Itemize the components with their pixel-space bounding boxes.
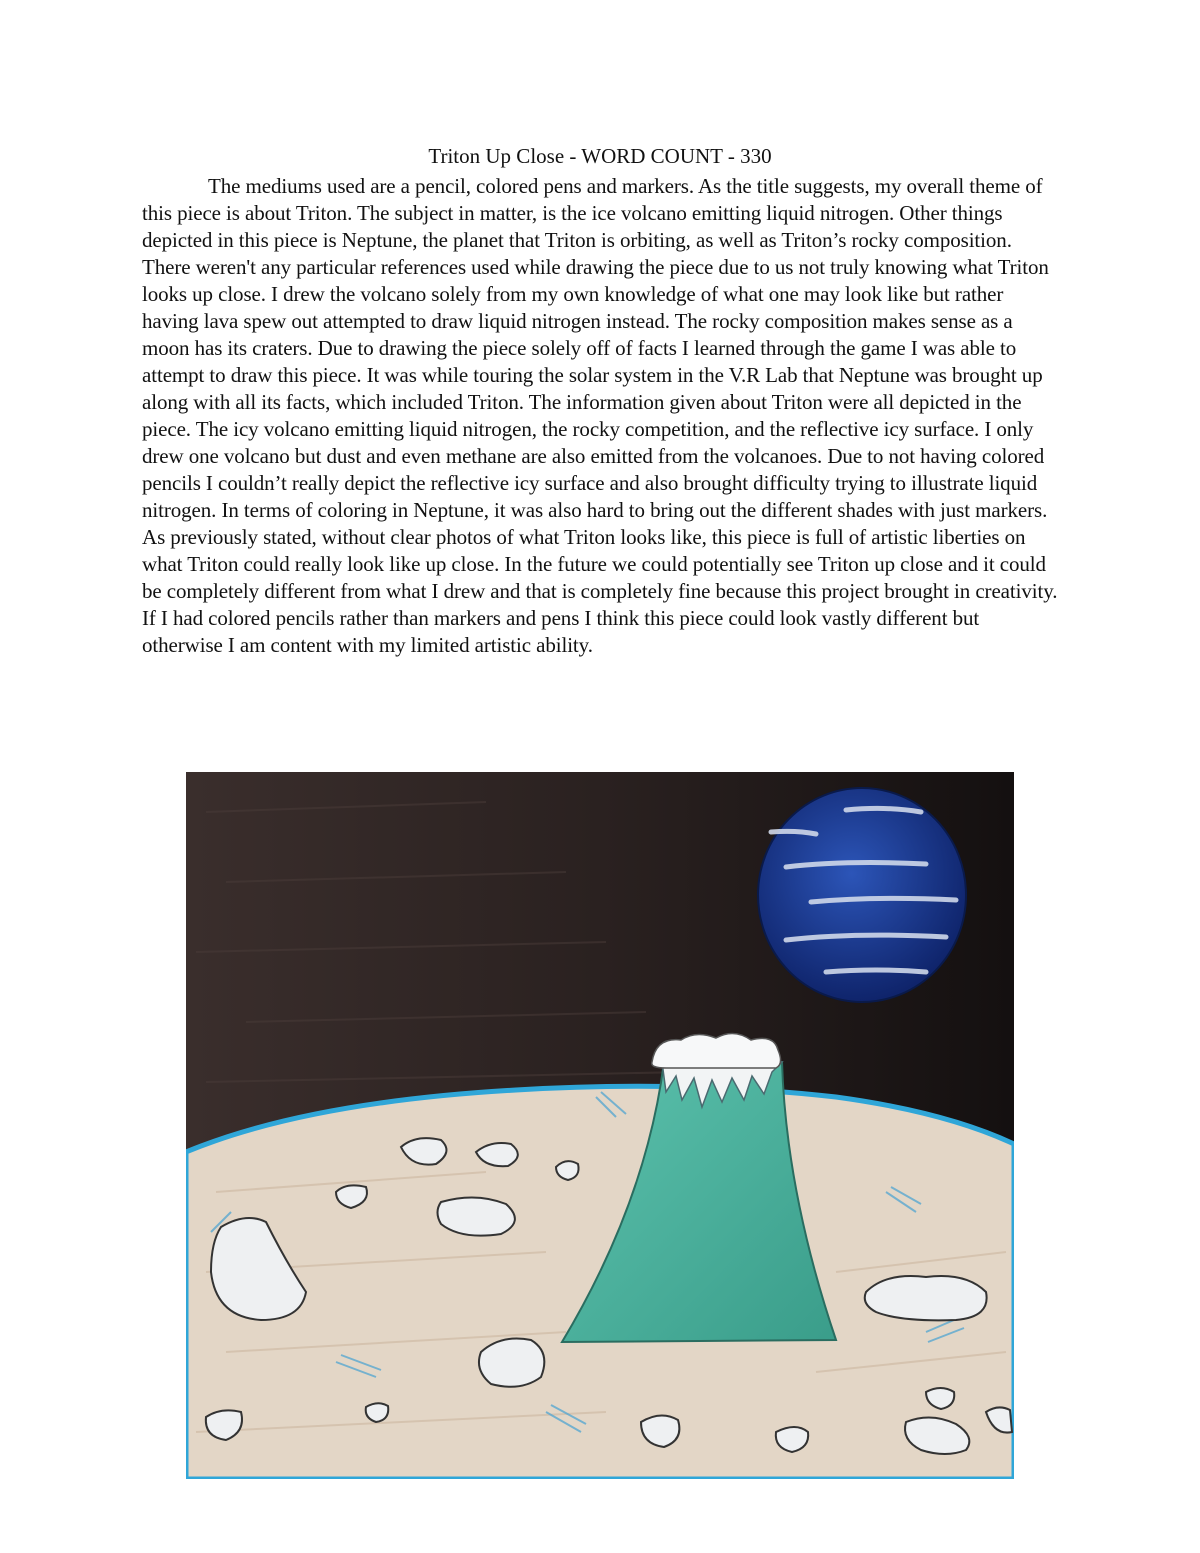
essay-body: The mediums used are a pencil, colored pens and markers. As the title suggests, my overall theme of this piece is about Triton. The subject in matter, is the ice volcano emitting liquid nitrogen. Other things depicted in this piece is Neptune, the planet that Triton is orbiting, as well as Triton’s rocky composition. There weren't any particular references used while drawing the piece due to us not truly knowing what Triton looks up close. I drew the volcano solely from my own knowledge of what one may look like but rather having lava spew out attempted to draw liquid nitrogen instead. The rocky composition makes sense as a moon has its craters. Due to drawing the piece solely off of facts I learned through the game I was able to attempt to draw this piece. It was while touring the solar system in the V.R Lab that Neptune was brought up along with all its facts, which included Triton. The information given about Triton were all depicted in the piece. The icy volcano emitting liquid nitrogen, the rocky competition, and the reflective icy surface. I only drew one volcano but dust and even methane are also emitted from the volcanoes. Due to not having colored pencils I couldn’t really depict the reflective icy surface and also brought difficulty trying to illustrate liquid nitrogen. In terms of coloring in Neptune, it was also hard to bring out the different shades with just markers. As previously stated, without clear photos of what Triton looks like, this piece is full of artistic liberties on what Triton could really look like up close. In the future we could potentially see Triton up close and it could be completely different from what I drew and that is completely fine because this project brought in creativity. If I had colored pencils rather than markers and pens I think this piece could look vastly different but otherwise I am content with my limited artistic ability. bbox=[142, 174, 1058, 657]
page-title: Triton Up Close - WORD COUNT - 330 bbox=[428, 144, 772, 168]
rock bbox=[438, 1197, 515, 1235]
rock bbox=[865, 1276, 987, 1320]
rock bbox=[479, 1339, 544, 1387]
rock bbox=[366, 1403, 389, 1422]
triton-drawing bbox=[186, 772, 1014, 1479]
neptune-planet bbox=[758, 788, 966, 1002]
